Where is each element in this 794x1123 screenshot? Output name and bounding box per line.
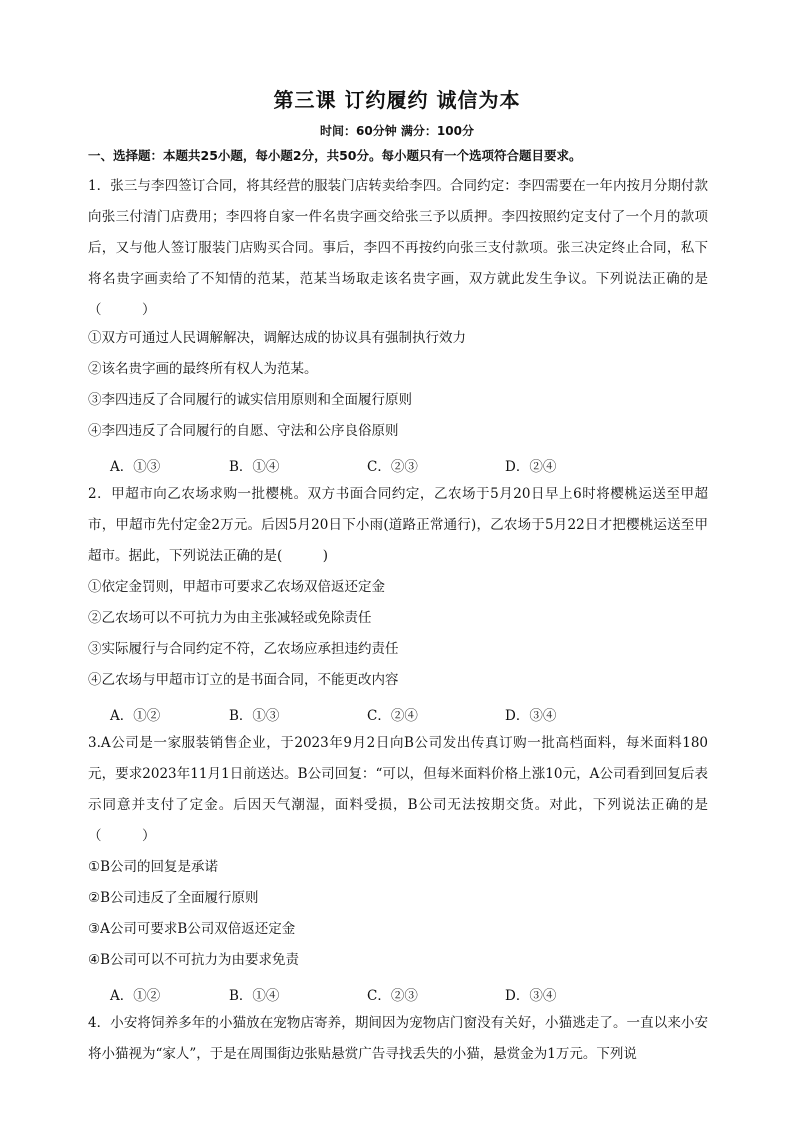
option-statement: ④B公司可以不可抗力为由要求免责 bbox=[88, 952, 300, 968]
option-statement: ②该名贵字画的最终所有权人为范某。 bbox=[88, 361, 318, 377]
choice-a: A．①② bbox=[110, 708, 161, 724]
option-statement: ③实际履行与合同约定不符，乙农场应承担违约责任 bbox=[88, 641, 399, 657]
page-title: 第三课 订约履约 诚信为本 bbox=[273, 88, 521, 112]
option-statement: ①依定金罚则，甲超市可要求乙农场双倍返还定金 bbox=[88, 579, 385, 595]
question-stem: 2．甲超市向乙农场求购一批樱桃。双方书面合同约定，乙农场于5月20日早上6时将樱桃运送至甲超市，甲超市先付定金2万元。后因5月20日下小雨(道路正常通行)，乙农场于5月22日才把樱桃运送至甲超市。据此，下列说法正确的是( ) bbox=[88, 486, 708, 564]
choice-a: A．①② bbox=[110, 988, 161, 1004]
option-statement: ②乙农场可以不可抗力为由主张减轻或免除责任 bbox=[88, 610, 372, 626]
answer-choices bbox=[0, 984, 794, 1004]
choice-c: C．②③ bbox=[367, 459, 418, 475]
option-statement: ①B公司的回复是承诺 bbox=[88, 859, 219, 875]
question-stem: 3.A公司是一家服装销售企业，于2023年9月2日向B公司发出传真订购一批高档面料，每米面料180元，要求2023年11月1日前送达。B公司回复：“可以，但每米面料价格上涨10元，A公司看到回复后表示同意并支付了定金。后因天气潮湿，面料受损，B公司无法按期交货。对此，下列说法正确的是 （ ） bbox=[88, 735, 708, 844]
choice-d: D．③④ bbox=[505, 988, 557, 1004]
choice-b: B．①③ bbox=[229, 708, 280, 724]
question-stem: 4．小安将饲养多年的小猫放在宠物店寄养，期间因为宠物店门窗没有关好，小猫逃走了。一直以来小安将小猫视为“家人”，于是在周围街边张贴悬赏广告寻找丢失的小猫，悬赏金为1万元。下列说 bbox=[88, 1015, 708, 1062]
choice-c: C．②③ bbox=[367, 988, 418, 1004]
section-heading: 一、选择题：本题共25小题，每小题2分，共50分。每小题只有一个选项符合题目要求。 bbox=[88, 148, 582, 163]
choice-b: B．①④ bbox=[229, 988, 280, 1004]
option-statement: ③A公司可要求B公司双倍返还定金 bbox=[88, 921, 296, 937]
option-statement: ④李四违反了合同履行的自愿、守法和公序良俗原则 bbox=[88, 423, 399, 439]
option-statement: ①双方可通过人民调解解决，调解达成的协议具有强制执行效力 bbox=[88, 330, 466, 346]
question-4 bbox=[88, 1008, 708, 1108]
question-stem: 1．张三与李四签订合同，将其经营的服装门店转卖给李四。合同约定：李四需要在一年内按月分期付款向张三付清门店费用；李四将自家一件名贵字画交给张三予以质押。李四按照约定支付了一个月的款项后，又与他人签订服装门店购买合同。事后，李四不再按约向张三支付款项。张三决定终止合同，私下将名贵字画卖给了不知情的范某，范某当场取走该名贵字画，双方就此发生争议。下列说法正确的是（ ） bbox=[88, 178, 708, 318]
choice-c: C．②④ bbox=[367, 708, 418, 724]
question-2 bbox=[88, 479, 708, 572]
choice-a: A．①③ bbox=[110, 459, 161, 475]
exam-info: 时间：60分钟 满分：100分 bbox=[320, 124, 474, 138]
option-statement: ④乙农场与甲超市订立的是书面合同，不能更改内容 bbox=[88, 672, 399, 688]
choice-d: D．③④ bbox=[505, 708, 557, 724]
option-statement: ③李四违反了合同履行的诚实信用原则和全面履行原则 bbox=[88, 392, 412, 408]
question-3 bbox=[88, 728, 708, 852]
choice-d: D．②④ bbox=[505, 459, 557, 475]
answer-choices bbox=[0, 704, 794, 724]
choice-b: B．①④ bbox=[229, 459, 280, 475]
answer-choices bbox=[0, 455, 794, 475]
option-statement: ②B公司违反了全面履行原则 bbox=[88, 890, 259, 906]
question-1 bbox=[88, 171, 708, 326]
